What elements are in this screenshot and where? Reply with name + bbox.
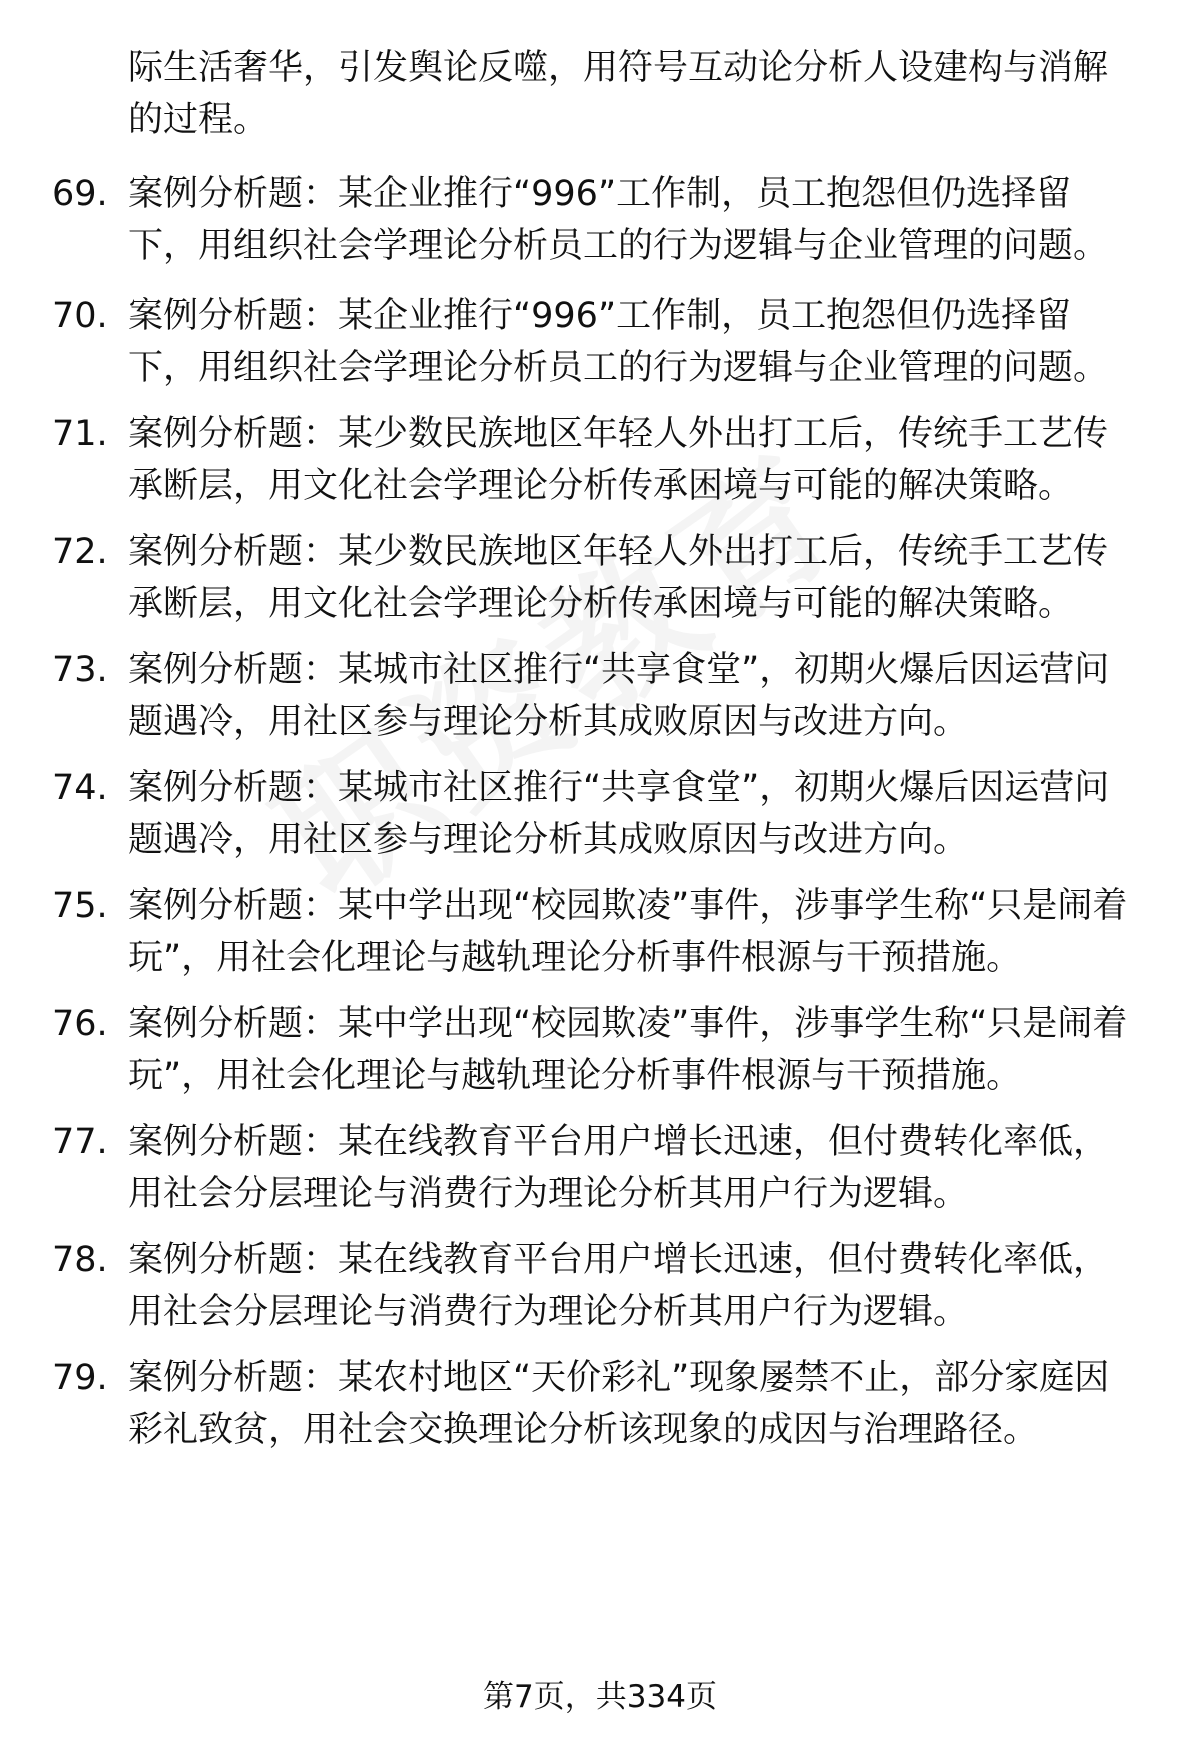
question-number: 72.	[52, 532, 108, 572]
question-item	[52, 880, 1152, 984]
question-item	[52, 762, 1152, 866]
question-text: 案例分析题：某少数民族地区年轻人外出打工后，传统手工艺传承断层，用文化社会学理论分析传承困境与可能的解决策略。	[128, 532, 1109, 624]
question-number: 77.	[52, 1122, 108, 1162]
question-number: 79.	[52, 1358, 108, 1398]
question-number: 75.	[52, 886, 108, 926]
question-item	[52, 1234, 1152, 1338]
question-number: 73.	[52, 650, 108, 690]
question-text: 案例分析题：某在线教育平台用户增长迅速，但付费转化率低，用社会分层理论与消费行为理论分析其用户行为逻辑。	[128, 1122, 1109, 1214]
question-text: 案例分析题：某农村地区“天价彩礼”现象屡禁不止，部分家庭因彩礼致贫，用社会交换理论分析该现象的成因与治理路径。	[128, 1358, 1110, 1450]
question-text: 案例分析题：某少数民族地区年轻人外出打工后，传统手工艺传承断层，用文化社会学理论分析传承困境与可能的解决策略。	[128, 414, 1109, 506]
question-number: 74.	[52, 768, 108, 808]
question-item	[52, 526, 1152, 630]
question-number: 69.	[52, 174, 108, 214]
question-text: 案例分析题：某企业推行“996”工作制，员工抱怨但仍选择留下，用组织社会学理论分析员工的行为逻辑与企业管理的问题。	[128, 296, 1109, 388]
question-item	[52, 1352, 1152, 1456]
page-footer: 第7页，共334页	[483, 1679, 717, 1715]
question-item	[52, 290, 1152, 394]
question-text: 案例分析题：某城市社区推行“共享食堂”，初期火爆后因运营问题遇冷，用社区参与理论分析其成败原因与改进方向。	[128, 768, 1110, 860]
question-item	[52, 168, 1152, 272]
question-item	[52, 408, 1152, 512]
question-number: 71.	[52, 414, 108, 454]
question-number: 70.	[52, 296, 108, 336]
question-item	[52, 998, 1152, 1102]
question-item	[52, 1116, 1152, 1220]
continuation-text: 际生活奢华，引发舆论反噬，用符号互动论分析人设建构与消解的过程。	[128, 48, 1109, 140]
question-item	[52, 644, 1152, 748]
continuation-paragraph	[52, 42, 1152, 146]
question-number: 76.	[52, 1004, 108, 1044]
question-text: 案例分析题：某中学出现“校园欺凌”事件，涉事学生称“只是闹着玩”，用社会化理论与越轨理论分析事件根源与干预措施。	[128, 886, 1128, 978]
question-text: 案例分析题：某中学出现“校园欺凌”事件，涉事学生称“只是闹着玩”，用社会化理论与越轨理论分析事件根源与干预措施。	[128, 1004, 1128, 1096]
question-text: 案例分析题：某在线教育平台用户增长迅速，但付费转化率低，用社会分层理论与消费行为理论分析其用户行为逻辑。	[128, 1240, 1109, 1332]
question-text: 案例分析题：某企业推行“996”工作制，员工抱怨但仍选择留下，用组织社会学理论分析员工的行为逻辑与企业管理的问题。	[128, 174, 1109, 266]
question-number: 78.	[52, 1240, 108, 1280]
question-text: 案例分析题：某城市社区推行“共享食堂”，初期火爆后因运营问题遇冷，用社区参与理论分析其成败原因与改进方向。	[128, 650, 1110, 742]
